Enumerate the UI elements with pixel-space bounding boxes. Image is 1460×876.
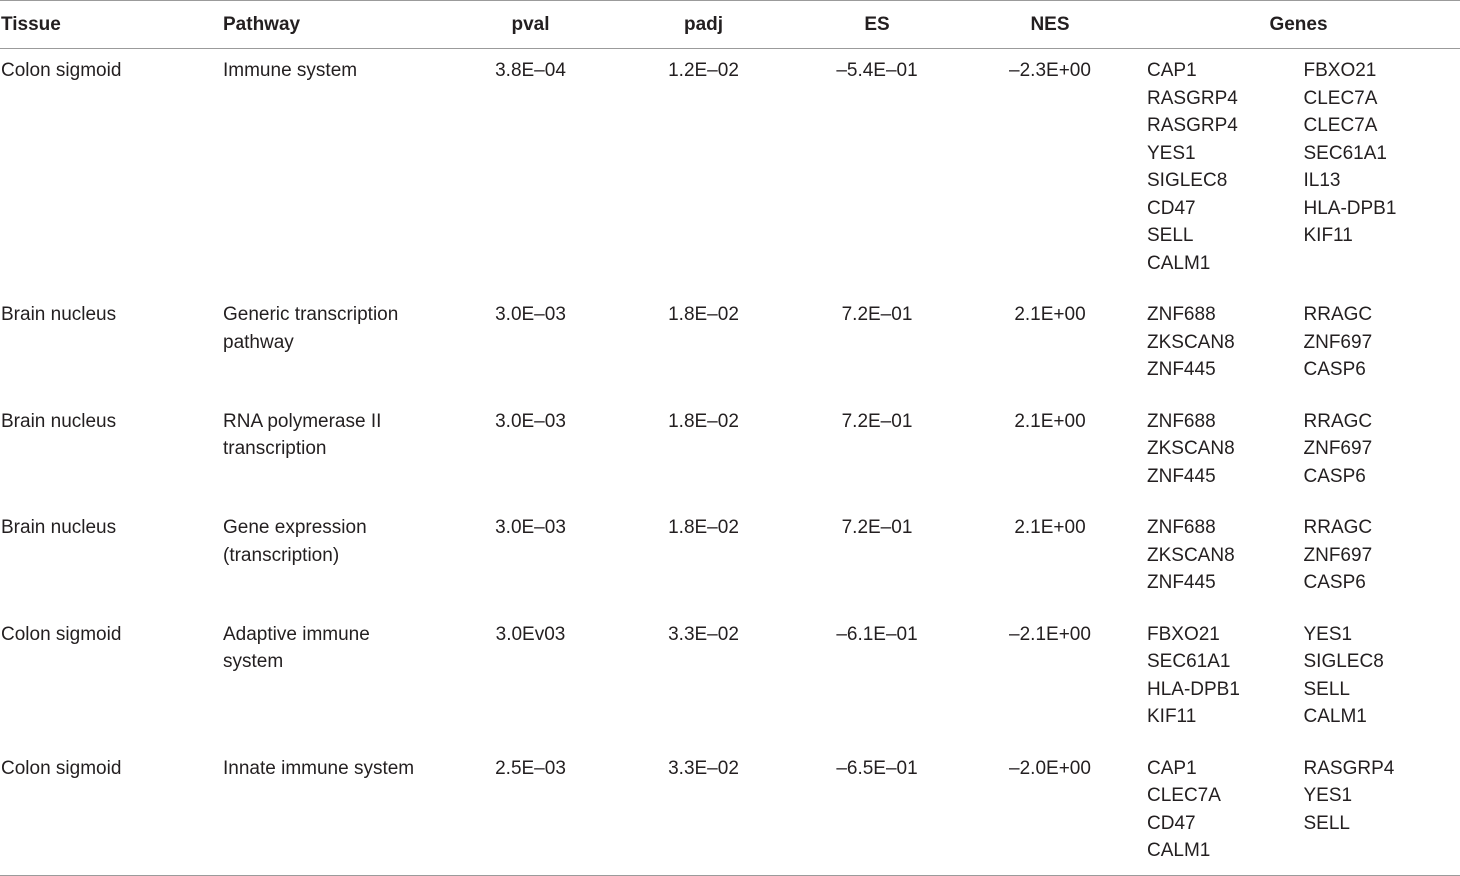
header-pval: pval [445,1,616,49]
gene-name: RASGRP4 [1304,755,1460,783]
table-row [0,743,1460,876]
cell-genes [1137,609,1460,743]
cell-tissue [0,502,223,609]
table-header [0,1,1460,49]
gene-name: RRAGC [1304,301,1460,329]
cell-pval [445,502,616,609]
gene-name: SIGLEC8 [1304,648,1460,676]
genes-grid [1137,621,1460,731]
cell-padj-text: 1.8E–02 [668,411,739,432]
gene-name: RRAGC [1304,408,1460,436]
genes-column-right [1304,755,1460,865]
cell-tissue-text: Brain nucleus [1,411,116,432]
table-row [0,49,1460,290]
cell-pval-text: 3.0E–03 [495,304,566,325]
gene-name: HLA-DPB1 [1147,676,1304,704]
gene-name: ZNF445 [1147,569,1304,597]
gene-name: CASP6 [1304,569,1460,597]
cell-pathway [223,289,445,396]
cell-nes [963,609,1137,743]
gene-name: CLEC7A [1304,112,1460,140]
gene-name: SEC61A1 [1304,140,1460,168]
cell-nes-text: –2.3E+00 [1009,60,1091,81]
cell-nes-text: –2.0E+00 [1009,758,1091,779]
cell-tissue [0,396,223,503]
gene-name: RASGRP4 [1147,85,1304,113]
genes-grid [1137,408,1460,491]
cell-pval [445,396,616,503]
cell-nes [963,396,1137,503]
cell-pathway [223,502,445,609]
cell-es-text: 7.2E–01 [842,304,913,325]
cell-pval-text: 3.0E–03 [495,517,566,538]
gene-name: YES1 [1304,782,1460,810]
gene-name: CD47 [1147,810,1304,838]
gene-name: ZKSCAN8 [1147,435,1304,463]
cell-pathway-text: Adaptive immune system [223,621,423,676]
gene-name: YES1 [1147,140,1304,168]
genes-grid [1137,514,1460,597]
cell-padj [616,289,791,396]
cell-genes [1137,289,1460,396]
gene-name: RASGRP4 [1147,112,1304,140]
cell-es-text: 7.2E–01 [842,411,913,432]
cell-pval-text: 3.8E–04 [495,60,566,81]
gene-name: SELL [1304,810,1460,838]
cell-tissue-text: Colon sigmoid [1,758,121,779]
gene-name: SIGLEC8 [1147,167,1304,195]
table-row [0,289,1460,396]
cell-pathway-text: Immune system [223,57,423,85]
cell-pval [445,743,616,876]
cell-tissue [0,743,223,876]
genes-grid [1137,301,1460,384]
genes-column-left [1137,408,1304,491]
cell-nes-text: 2.1E+00 [1014,517,1085,538]
cell-genes [1137,743,1460,876]
header-es: ES [791,1,963,49]
gene-name: ZNF697 [1304,329,1460,357]
cell-nes-text: 2.1E+00 [1014,304,1085,325]
gene-name: ZNF688 [1147,301,1304,329]
cell-es [791,49,963,290]
genes-column-left [1137,621,1304,731]
cell-pathway-text: Innate immune system [223,755,423,783]
gene-name: FBXO21 [1304,57,1460,85]
genes-column-right [1304,514,1460,597]
gene-name: ZNF688 [1147,514,1304,542]
cell-padj-text: 1.8E–02 [668,304,739,325]
header-nes: NES [963,1,1137,49]
gene-name: CLEC7A [1147,782,1304,810]
cell-padj-text: 3.3E–02 [668,624,739,645]
genes-column-left [1137,755,1304,865]
cell-padj [616,609,791,743]
cell-pathway-text: RNA polymerase II transcription [223,408,423,463]
cell-nes-text: –2.1E+00 [1009,624,1091,645]
header-pathway: Pathway [223,1,445,49]
header-tissue: Tissue [0,1,223,49]
header-row [0,1,1460,49]
table-row [0,609,1460,743]
cell-tissue [0,609,223,743]
cell-es-text: –6.5E–01 [836,758,917,779]
cell-genes [1137,49,1460,290]
cell-pathway [223,396,445,503]
gene-name: ZNF445 [1147,356,1304,384]
gene-name: ZNF445 [1147,463,1304,491]
header-padj: padj [616,1,791,49]
cell-nes [963,49,1137,290]
genes-column-left [1137,301,1304,384]
gene-name: ZKSCAN8 [1147,329,1304,357]
cell-pathway [223,743,445,876]
cell-nes [963,502,1137,609]
gene-name: ZNF688 [1147,408,1304,436]
cell-padj-text: 1.2E–02 [668,60,739,81]
cell-tissue-text: Colon sigmoid [1,624,121,645]
cell-nes-text: 2.1E+00 [1014,411,1085,432]
gene-name: CALM1 [1304,703,1460,731]
cell-genes [1137,396,1460,503]
cell-es [791,743,963,876]
cell-es-text: –6.1E–01 [836,624,917,645]
cell-pathway [223,49,445,290]
table-row [0,502,1460,609]
cell-padj-text: 3.3E–02 [668,758,739,779]
cell-padj [616,743,791,876]
cell-es [791,609,963,743]
cell-es [791,502,963,609]
cell-genes [1137,502,1460,609]
cell-padj [616,396,791,503]
gene-name: CD47 [1147,195,1304,223]
gene-name: CAP1 [1147,57,1304,85]
genes-grid [1137,755,1460,865]
cell-tissue-text: Brain nucleus [1,517,116,538]
gene-name: SELL [1147,222,1304,250]
cell-padj-text: 1.8E–02 [668,517,739,538]
cell-es [791,396,963,503]
gene-name: ZNF697 [1304,435,1460,463]
cell-pathway [223,609,445,743]
genes-column-left [1137,514,1304,597]
genes-column-right [1304,408,1460,491]
table-row [0,396,1460,503]
gene-name: HLA-DPB1 [1304,195,1460,223]
cell-tissue-text: Brain nucleus [1,304,116,325]
gene-name: CAP1 [1147,755,1304,783]
cell-tissue-text: Colon sigmoid [1,60,121,81]
genes-column-right [1304,57,1460,277]
genes-column-right [1304,621,1460,731]
gene-name: KIF11 [1147,703,1304,731]
cell-tissue [0,49,223,290]
cell-tissue [0,289,223,396]
genes-column-right [1304,301,1460,384]
gene-name: KIF11 [1304,222,1460,250]
cell-pval [445,609,616,743]
cell-pval [445,49,616,290]
cell-pval [445,289,616,396]
gene-name: CLEC7A [1304,85,1460,113]
gene-name: ZKSCAN8 [1147,542,1304,570]
cell-padj [616,49,791,290]
cell-pathway-text: Gene expression (transcription) [223,514,423,569]
gene-name: ZNF697 [1304,542,1460,570]
gene-name: SELL [1304,676,1460,704]
header-genes: Genes [1137,1,1460,49]
cell-pathway-text: Generic transcription pathway [223,301,423,356]
gene-name: FBXO21 [1147,621,1304,649]
genes-column-left [1137,57,1304,277]
cell-pval-text: 2.5E–03 [495,758,566,779]
gene-name: CASP6 [1304,356,1460,384]
gene-name: CALM1 [1147,837,1304,865]
gene-name: CASP6 [1304,463,1460,491]
cell-nes [963,743,1137,876]
cell-nes [963,289,1137,396]
cell-es [791,289,963,396]
cell-es-text: –5.4E–01 [836,60,917,81]
gene-name: YES1 [1304,621,1460,649]
cell-padj [616,502,791,609]
gene-name: RRAGC [1304,514,1460,542]
genes-grid [1137,57,1460,277]
cell-pval-text: 3.0E–03 [495,411,566,432]
table-body [0,49,1460,876]
gene-name: CALM1 [1147,250,1304,278]
cell-es-text: 7.2E–01 [842,517,913,538]
gene-name: IL13 [1304,167,1460,195]
cell-pval-text: 3.0Ev03 [496,624,566,645]
gene-name: SEC61A1 [1147,648,1304,676]
